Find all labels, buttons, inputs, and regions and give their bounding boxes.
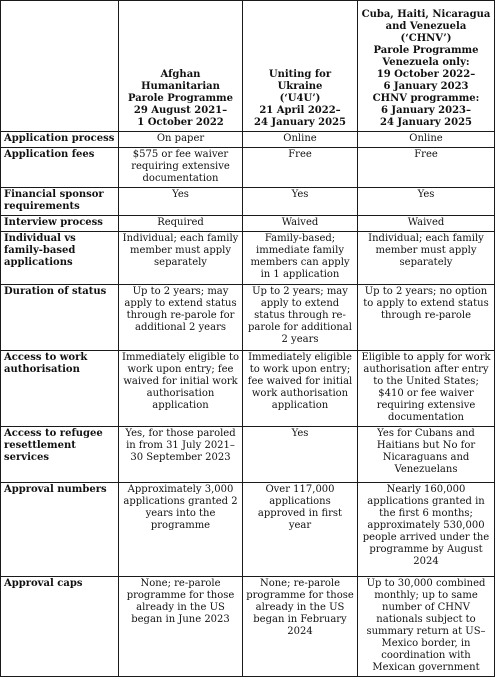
table-row — [1, 188, 495, 216]
table-row — [1, 216, 495, 232]
header-line: and Venezuela (‘CHNV’) — [385, 21, 467, 44]
row-label: Individual vs family-based applications — [1, 232, 119, 285]
header-line: 21 April 2022– — [259, 105, 341, 116]
header-line: Parole Programme — [373, 45, 479, 56]
table-row — [1, 577, 495, 677]
cell-afghan: Immediately eligible to work upon entry; fee waived for initial work authorisation application — [119, 351, 243, 427]
row-label: Application fees — [1, 148, 119, 188]
cell-afghan: Approximately 3,000 applications granted 2 years into the programme — [119, 483, 243, 577]
cell-ukraine: None; re-parole programme for those already in the US began in February 2024 — [243, 577, 358, 677]
header-line: Cuba, Haiti, Nicaragua — [361, 9, 491, 20]
row-label: Application process — [1, 132, 119, 148]
cell-chnv: Individual; each family member must apply separately — [358, 232, 495, 285]
cell-afghan: Yes, for those paroled in from 31 July 2021–30 September 2023 — [119, 427, 243, 483]
table-row — [1, 427, 495, 483]
row-label: Approval caps — [1, 577, 119, 677]
cell-chnv: Nearly 160,000 applications granted in the first 6 months; approximately 530,000 people arrived under the programme by August 2024 — [358, 483, 495, 577]
header-line: Humanitarian — [141, 81, 220, 92]
header-line: (‘U4U’) — [279, 93, 321, 104]
cell-afghan: On paper — [119, 132, 243, 148]
cell-chnv: Up to 2 years; no option to apply to extend status through re-parole — [358, 285, 495, 351]
header-line: 6 January 2023– — [380, 105, 472, 116]
cell-chnv: Up to 30,000 combined monthly; up to same number of CHNV nationals subject to summary return at US–Mexico border, in coordination with Mexican government — [358, 577, 495, 677]
row-label: Interview process — [1, 216, 119, 232]
cell-ukraine: Yes — [243, 188, 358, 216]
table-row — [1, 132, 495, 148]
cell-chnv: Waived — [358, 216, 495, 232]
cell-afghan: Required — [119, 216, 243, 232]
header-line: 24 January 2025 — [253, 117, 347, 128]
cell-afghan: Up to 2 years; may apply to extend status through re-parole for additional 2 years — [119, 285, 243, 351]
header-line: 19 October 2022– — [376, 69, 476, 80]
row-label: Financial sponsor requirements — [1, 188, 119, 216]
table-row — [1, 148, 495, 188]
cell-ukraine: Online — [243, 132, 358, 148]
header-line: 24 January 2025 — [379, 117, 473, 128]
table-header-row — [1, 1, 495, 132]
cell-afghan: $575 or fee waiver requiring extensive documentation — [119, 148, 243, 188]
header-line: 1 October 2022 — [137, 117, 224, 128]
cell-chnv: Eligible to apply for work authorisation after entry to the United States; $410 or fee waiver requiring extensive documentation — [358, 351, 495, 427]
cell-ukraine: Free — [243, 148, 358, 188]
cell-ukraine: Yes — [243, 427, 358, 483]
cell-ukraine: Up to 2 years; may apply to extend status through re-parole for additional 2 years — [243, 285, 358, 351]
cell-chnv: Online — [358, 132, 495, 148]
header-line: Uniting for Ukraine — [268, 69, 332, 92]
column-header-chnv — [358, 1, 495, 132]
table-row — [1, 351, 495, 427]
table-row — [1, 285, 495, 351]
row-label: Approval numbers — [1, 483, 119, 577]
header-blank-cell — [1, 1, 119, 132]
cell-chnv: Yes for Cubans and Haitians but No for Nicaraguans and Venezuelans — [358, 427, 495, 483]
header-line: Afghan — [160, 69, 201, 80]
cell-chnv: Free — [358, 148, 495, 188]
cell-chnv: Yes — [358, 188, 495, 216]
row-label: Access to work authorisation — [1, 351, 119, 427]
row-label: Duration of status — [1, 285, 119, 351]
column-header-afghan — [119, 1, 243, 132]
cell-ukraine: Immediately eligible to work upon entry; fee waived for initial work authorisation application — [243, 351, 358, 427]
header-line: 29 August 2021– — [133, 105, 228, 116]
cell-ukraine: Over 117,000 applications approved in first year — [243, 483, 358, 577]
table-row — [1, 483, 495, 577]
cell-afghan: None; re-parole programme for those already in the US began in June 2023 — [119, 577, 243, 677]
header-line: Venezuela only: — [382, 57, 470, 68]
cell-ukraine: Waived — [243, 216, 358, 232]
header-line: 6 January 2023 — [383, 81, 469, 92]
row-label: Access to refugee resettlement services — [1, 427, 119, 483]
cell-afghan: Individual; each family member must apply separately — [119, 232, 243, 285]
header-line: Parole Programme — [127, 93, 234, 104]
header-line: CHNV programme: — [372, 93, 480, 104]
table-row — [1, 232, 495, 285]
cell-afghan: Yes — [119, 188, 243, 216]
column-header-ukraine — [243, 1, 358, 132]
cell-ukraine: Family-based; immediate family members can apply in 1 application — [243, 232, 358, 285]
